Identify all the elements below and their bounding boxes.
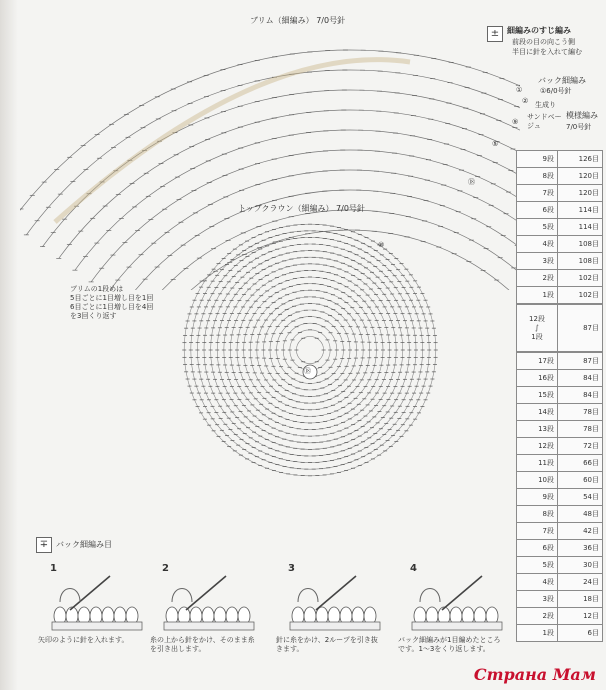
stitch-symbol-icon: ± bbox=[487, 26, 503, 42]
row-marker-2: ② bbox=[522, 97, 529, 105]
stitch-count: 120目 bbox=[558, 185, 603, 202]
table-row bbox=[517, 352, 603, 370]
row-number: 3段 bbox=[517, 591, 558, 608]
row-count-table bbox=[516, 150, 603, 642]
brim-title: ブリム（細編み） 7/0号針 bbox=[250, 16, 346, 25]
step-number: 2 bbox=[162, 563, 169, 574]
page-binding-edge bbox=[0, 0, 18, 690]
stitch-count: 54目 bbox=[558, 489, 603, 506]
table-row bbox=[517, 574, 603, 591]
stitch-count: 6目 bbox=[558, 625, 603, 642]
stitch-count: 126目 bbox=[558, 151, 603, 168]
stitch-legend-title: 細編みのすじ編み bbox=[507, 26, 571, 35]
watermark: Страна Мам bbox=[473, 665, 596, 684]
stitch-count: 72目 bbox=[558, 438, 603, 455]
pattern-needle: 7/0号針 bbox=[566, 123, 592, 131]
table-row bbox=[517, 472, 603, 489]
row-number: 5段 bbox=[517, 219, 558, 236]
crown-center-label: ⑱ bbox=[304, 367, 311, 375]
side-block-top: 12段 bbox=[529, 315, 545, 323]
stitch-count: 114目 bbox=[558, 202, 603, 219]
table-row bbox=[517, 625, 603, 642]
side-block-row bbox=[517, 304, 603, 352]
back-sc-section-title: バック細編み目 bbox=[56, 540, 112, 549]
side-block-bottom: 1段 bbox=[531, 333, 543, 341]
back-sc-symbol-icon: ∓ bbox=[36, 537, 52, 553]
row-number: 1段 bbox=[517, 625, 558, 642]
row-number: 16段 bbox=[517, 370, 558, 387]
row-number: 2段 bbox=[517, 608, 558, 625]
marker-sand: サンドベージュ bbox=[527, 113, 562, 130]
stitch-count: 18目 bbox=[558, 591, 603, 608]
stitch-count: 78目 bbox=[558, 404, 603, 421]
step-illustration bbox=[400, 572, 510, 632]
stitch-count: 30目 bbox=[558, 557, 603, 574]
top-crown-title: トップクラウン（細編み） 7/0号針 bbox=[238, 204, 365, 213]
back-sc-label: バック細編み bbox=[538, 76, 586, 85]
stitch-count: 24目 bbox=[558, 574, 603, 591]
row-number: 15段 bbox=[517, 387, 558, 404]
table-row bbox=[517, 608, 603, 625]
table-row bbox=[517, 236, 603, 253]
row-number: 13段 bbox=[517, 421, 558, 438]
table-row bbox=[517, 591, 603, 608]
table-row bbox=[517, 506, 603, 523]
table-row bbox=[517, 557, 603, 574]
stitch-count: 114目 bbox=[558, 219, 603, 236]
stitch-count: 102目 bbox=[558, 287, 603, 305]
table-row bbox=[517, 455, 603, 472]
row-number: 8段 bbox=[517, 506, 558, 523]
row-marker-1: ① bbox=[516, 86, 523, 94]
stitch-count: 87目 bbox=[558, 352, 603, 370]
brim-note: ブリムの1段めは 5目ごとに1目増し目を1回 6目ごとに1目増し目を4回 を3回くり返す bbox=[70, 285, 154, 320]
table-row bbox=[517, 387, 603, 404]
top-crown-chart bbox=[180, 222, 440, 482]
table-row bbox=[517, 219, 603, 236]
row-number: 2段 bbox=[517, 270, 558, 287]
marker-raw: 生成り bbox=[535, 101, 556, 109]
step-number: 1 bbox=[50, 563, 57, 574]
row-number: 9段 bbox=[517, 151, 558, 168]
stitch-count: 36目 bbox=[558, 540, 603, 557]
side-block-mid: ∫ bbox=[535, 324, 539, 332]
table-row bbox=[517, 168, 603, 185]
row-marker-18: ⑱ bbox=[468, 178, 475, 186]
step-caption: 矢印のように針を入れます。 bbox=[38, 636, 129, 644]
table-row bbox=[517, 489, 603, 506]
side-block-stitches: 87目 bbox=[558, 304, 603, 352]
table-row bbox=[517, 421, 603, 438]
step-illustration bbox=[278, 572, 388, 632]
back-sc-detail: ①6/0号針 bbox=[540, 87, 572, 95]
stitch-count: 78目 bbox=[558, 421, 603, 438]
row-number: 6段 bbox=[517, 202, 558, 219]
stitch-count: 60目 bbox=[558, 472, 603, 489]
pattern-label: 模様編み bbox=[566, 111, 598, 120]
table-row bbox=[517, 151, 603, 168]
step-illustration bbox=[152, 572, 262, 632]
row-number: 10段 bbox=[517, 472, 558, 489]
step-illustration bbox=[40, 572, 150, 632]
table-row bbox=[517, 270, 603, 287]
row-number: 4段 bbox=[517, 236, 558, 253]
stitch-count: 84目 bbox=[558, 370, 603, 387]
stitch-count: 84目 bbox=[558, 387, 603, 404]
row-marker-5: ⑤ bbox=[492, 140, 499, 148]
step-caption: バック細編みが1目編めたところ です。1〜3をくり返します。 bbox=[398, 636, 501, 653]
stitch-legend-desc-2: 半目に針を入れて編む bbox=[512, 48, 582, 56]
row-number: 11段 bbox=[517, 455, 558, 472]
row-number: 1段 bbox=[517, 287, 558, 305]
row-number: 6段 bbox=[517, 540, 558, 557]
row-number: 3段 bbox=[517, 253, 558, 270]
step-caption: 針に糸をかけ、2ループを引き抜 きます。 bbox=[276, 636, 378, 653]
stitch-count: 108目 bbox=[558, 253, 603, 270]
table-row bbox=[517, 287, 603, 305]
step-number: 4 bbox=[410, 563, 417, 574]
row-number: 14段 bbox=[517, 404, 558, 421]
row-number: 12段 bbox=[517, 438, 558, 455]
row-number: 9段 bbox=[517, 489, 558, 506]
table-row bbox=[517, 404, 603, 421]
stitch-legend-desc-1: 前段の目の向こう側 bbox=[512, 38, 575, 46]
row-number: 5段 bbox=[517, 557, 558, 574]
row-number: 8段 bbox=[517, 168, 558, 185]
stitch-count: 66目 bbox=[558, 455, 603, 472]
stitch-count: 102目 bbox=[558, 270, 603, 287]
step-caption: 糸の上から針をかけ、そのまま糸 を引き出します。 bbox=[150, 636, 255, 653]
row-marker-10: ⑩ bbox=[378, 241, 385, 249]
stitch-count: 120目 bbox=[558, 168, 603, 185]
row-number: 4段 bbox=[517, 574, 558, 591]
table-row bbox=[517, 202, 603, 219]
table-row bbox=[517, 523, 603, 540]
table-row bbox=[517, 253, 603, 270]
stitch-count: 48目 bbox=[558, 506, 603, 523]
stitch-count: 42目 bbox=[558, 523, 603, 540]
row-number: 7段 bbox=[517, 523, 558, 540]
table-row bbox=[517, 540, 603, 557]
step-number: 3 bbox=[288, 563, 295, 574]
stitch-count: 12目 bbox=[558, 608, 603, 625]
table-row bbox=[517, 185, 603, 202]
table-row bbox=[517, 370, 603, 387]
row-number: 17段 bbox=[517, 352, 558, 370]
table-row bbox=[517, 438, 603, 455]
stitch-count: 108目 bbox=[558, 236, 603, 253]
row-number: 7段 bbox=[517, 185, 558, 202]
row-marker-9: ⑨ bbox=[512, 118, 519, 126]
